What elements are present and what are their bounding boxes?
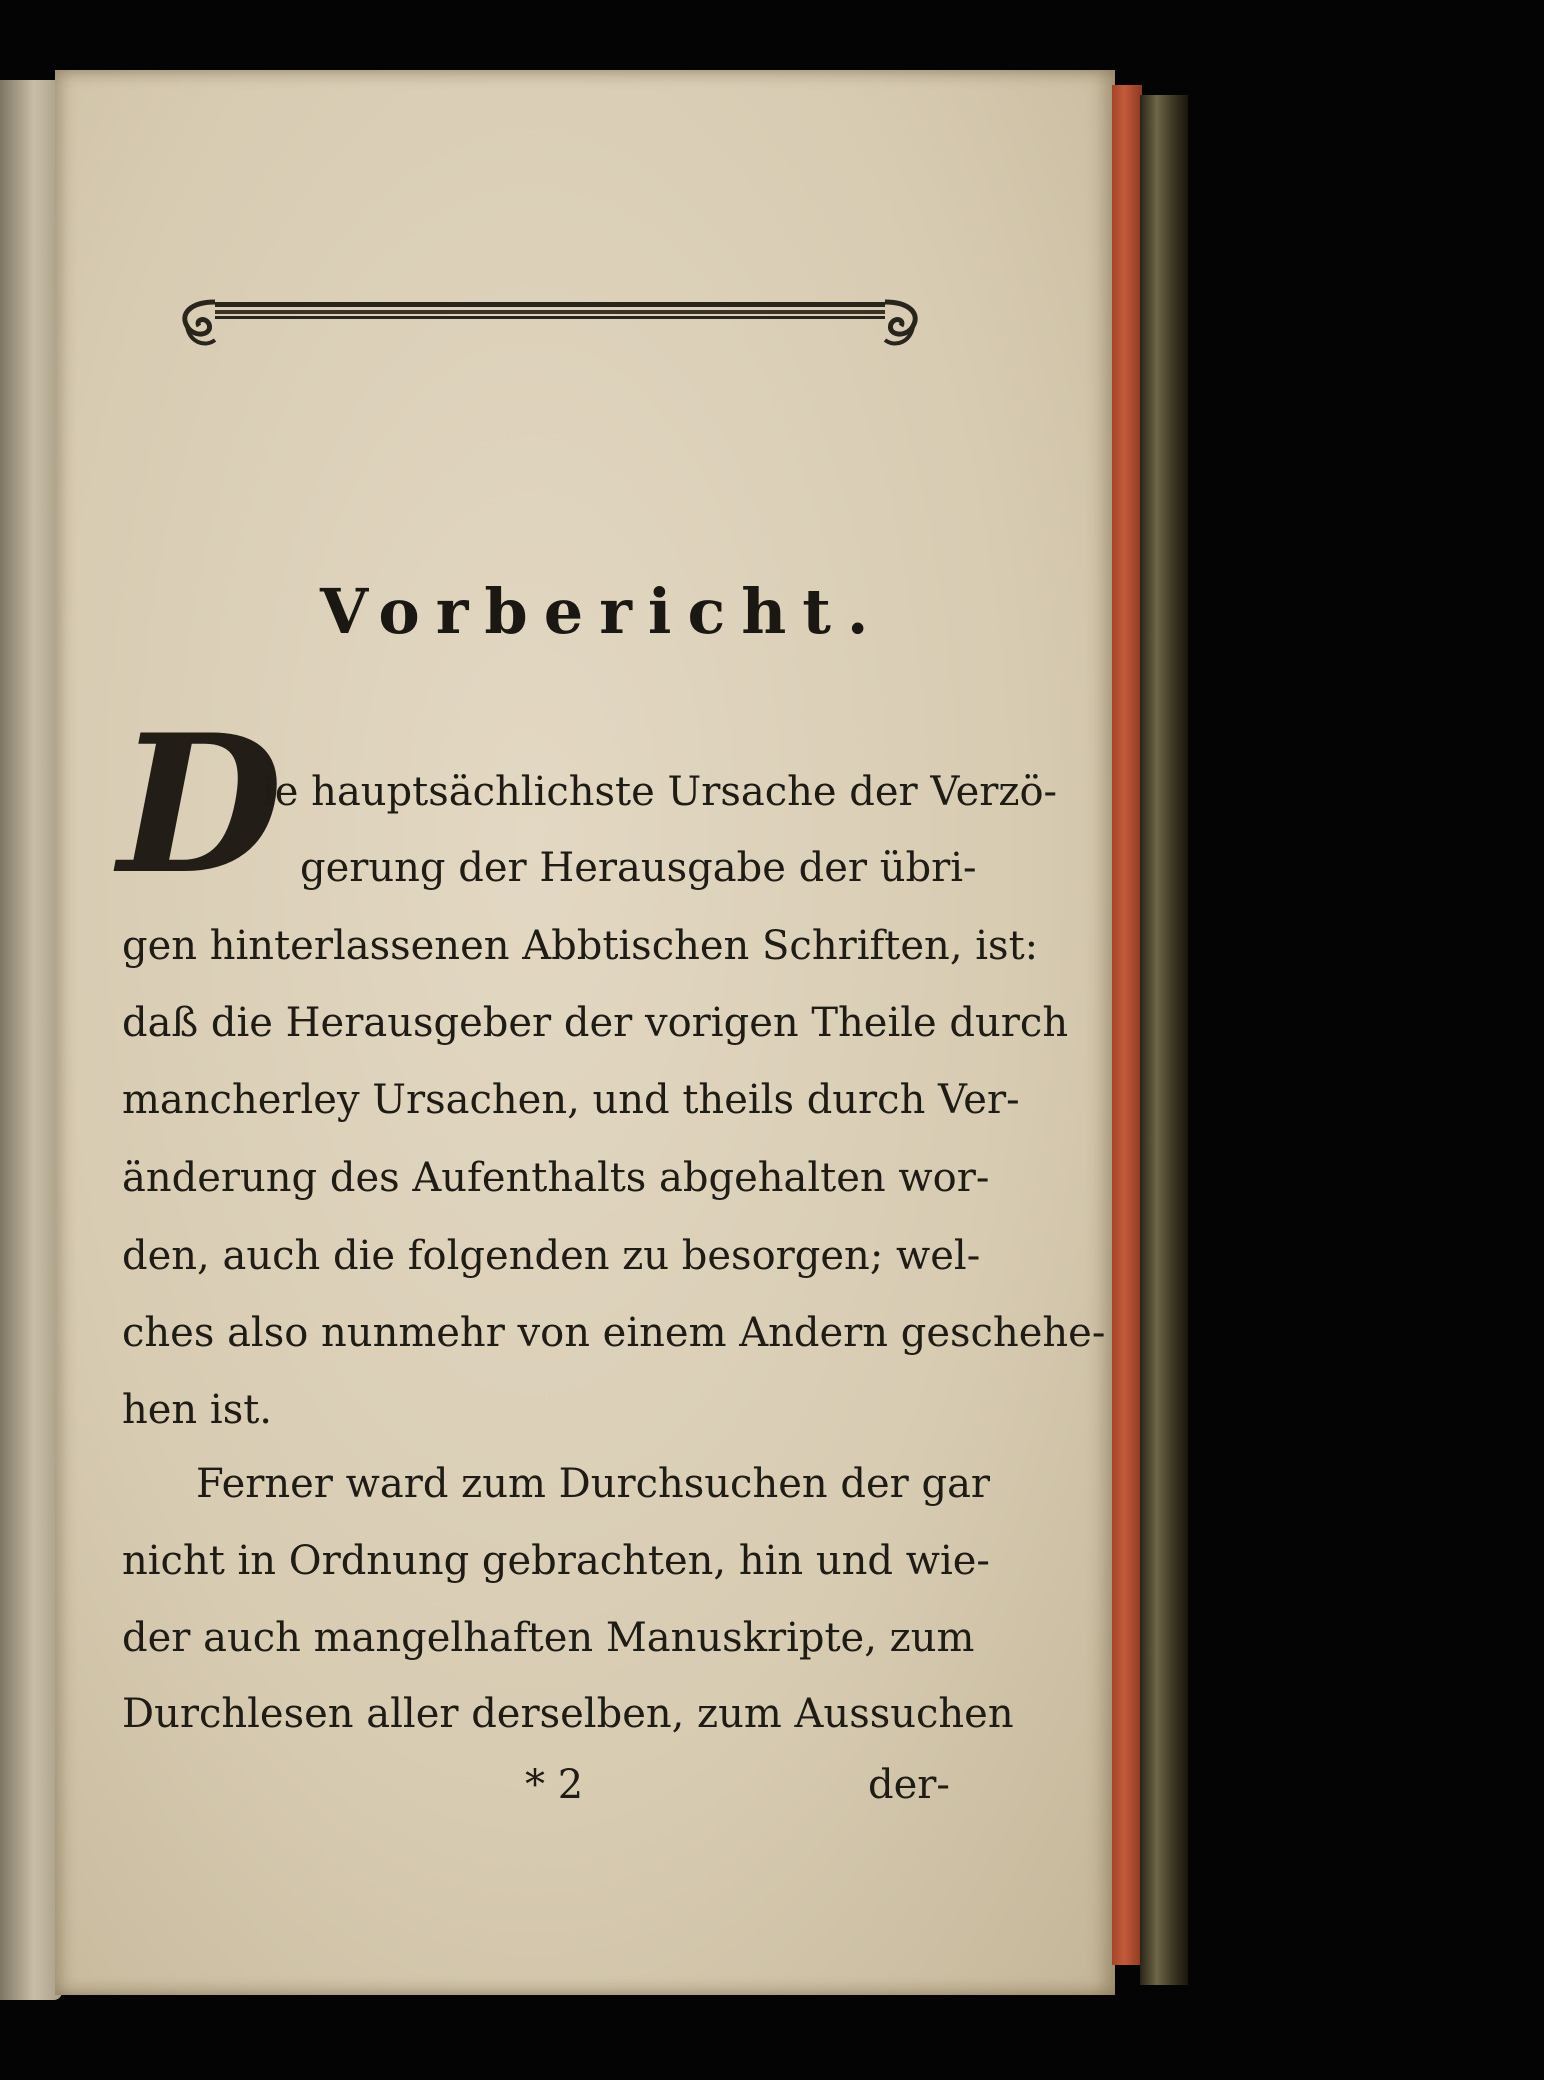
page-block-edge xyxy=(1112,85,1142,1965)
text-line: gen hinterlassenen Abbtischen Schriften, ist: xyxy=(122,923,1039,969)
text-line: gerung der Herausgabe der übri- xyxy=(300,845,977,891)
text-line: Ferner ward zum Durchsuchen der gar xyxy=(196,1461,991,1507)
text-line: hen ist. xyxy=(122,1387,273,1433)
page-title: Vorbericht. xyxy=(320,575,885,648)
drop-cap-initial: D xyxy=(118,693,283,916)
text-line: ches also nunmehr von einem Andern geschehe- xyxy=(122,1310,1106,1356)
headpiece-ornament xyxy=(175,292,925,354)
text-line: änderung des Aufenthalts abgehalten wor- xyxy=(122,1155,990,1201)
text-line: ie hauptsächlichste Ursache der Verzö- xyxy=(262,769,1058,815)
text-line: den, auch die folgenden zu besorgen; wel- xyxy=(122,1233,981,1279)
book-cover-edge xyxy=(1140,95,1188,1985)
text-line: der auch mangelhaften Manuskripte, zum xyxy=(122,1615,975,1661)
signature-mark: * 2 xyxy=(525,1762,584,1808)
catchword: der- xyxy=(868,1762,950,1808)
text-line: daß die Herausgeber der vorigen Theile durch xyxy=(122,1000,1069,1046)
left-page-edge xyxy=(0,80,62,2000)
text-line: Durchlesen aller derselben, zum Aussuchen xyxy=(122,1691,1014,1737)
text-line: nicht in Ordnung gebrachten, hin und wie- xyxy=(122,1538,990,1584)
text-line: mancherley Ursachen, und theils durch Ver- xyxy=(122,1077,1020,1123)
